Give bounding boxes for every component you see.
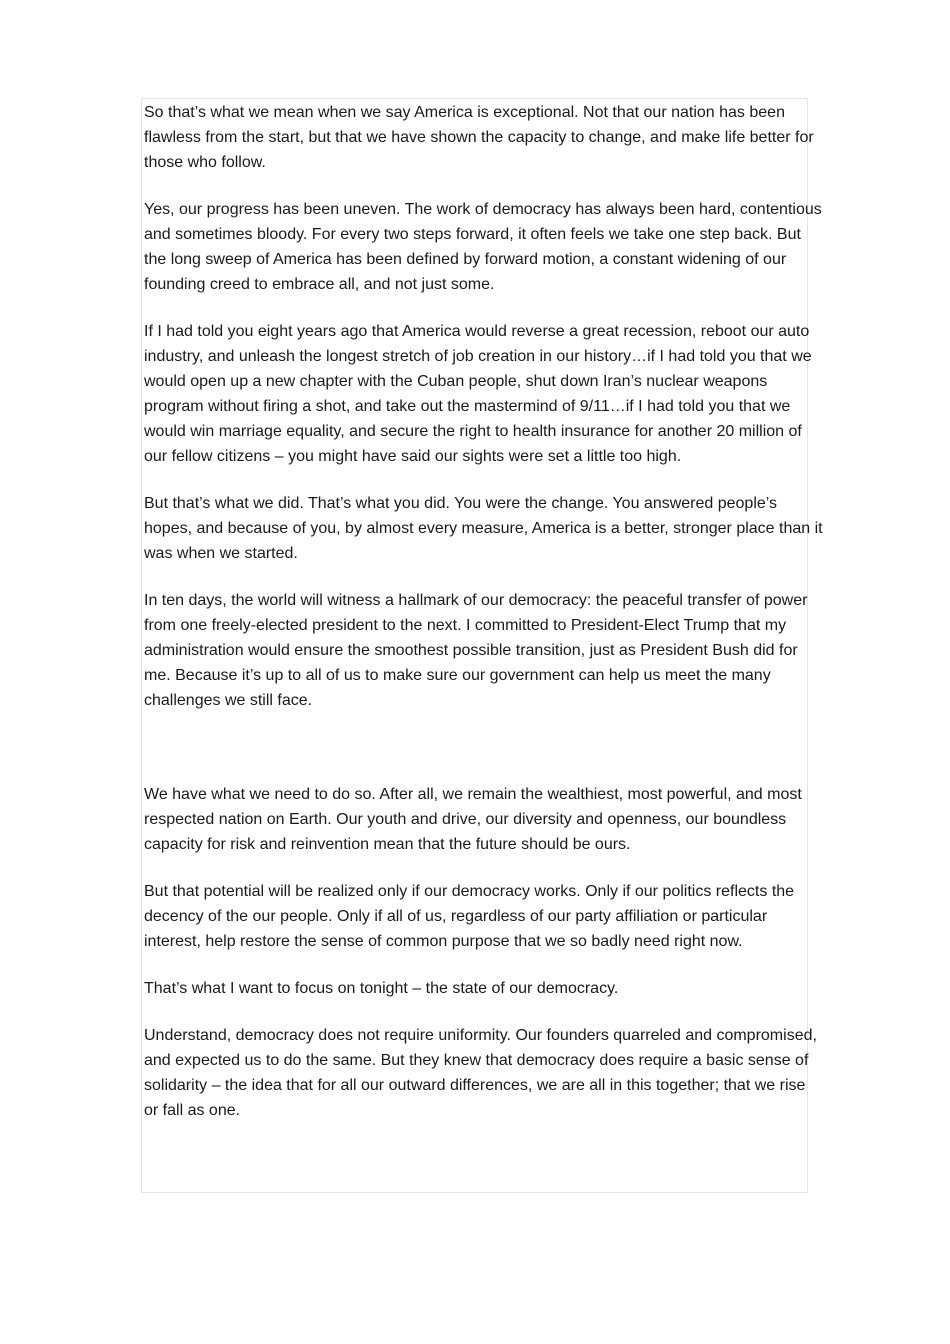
paragraph: Yes, our progress has been uneven. The work of democracy has always been hard, contentious and sometimes bloody. For every two steps forward, it often feels we take one step back. But the long sweep of America has been defined by forward motion, a constant widening of our founding creed to embrace all, and not just some. (144, 201, 822, 293)
paragraph: But that’s what we did. That’s what you did. You were the change. You answered people’s hopes, and because of you, by almost every measure, America is a better, stronger place than it was when we started. (144, 495, 823, 562)
paragraph: So that’s what we mean when we say America is exceptional. Not that our nation has been flawless from the start, but that we have shown the capacity to change, and make life better for those who follow. (144, 104, 814, 171)
paragraph: That’s what I want to focus on tonight – the state of our democracy. (144, 980, 619, 997)
paragraph: But that potential will be realized only if our democracy works. Only if our politics reflects the decency of the our people. Only if all of us, regardless of our party affiliation or particular interest, help restore the sense of common purpose that we so badly need right now. (144, 883, 795, 950)
paragraph: In ten days, the world will witness a hallmark of our democracy: the peaceful transfer of power from one freely-elected president to the next. I committed to President-Elect Trump that my administration would ensure the smoothest possible transition, just as President Bush did for me. Because it’s up to all of us to make sure our government can help us meet the many challenges we still face. (144, 592, 808, 709)
paragraph: If I had told you eight years ago that America would reverse a great recession, reboot our auto industry, and unleash the longest stretch of job creation in our history…if I had told you that we would open up a new chapter with the Cuban people, shut down Iran’s nuclear weapons program without firing a shot, and take out the mastermind of 9/11…if I had told you that we would win marriage equality, and secure the right to health insurance for another 20 million of our fellow citizens – you might have said our sights were set a little too high. (144, 323, 812, 465)
paragraph: We have what we need to do so. After all, we remain the wealthiest, most powerful, and most respected nation on Earth. Our youth and drive, our diversity and openness, our boundless capacity for risk and reinvention mean that the future should be ours. (144, 786, 802, 853)
document-body (144, 100, 824, 1145)
paragraph: Understand, democracy does not require uniformity. Our founders quarreled and compromised, and expected us to do the same. But they knew that democracy does require a basic sense of solidarity – the idea that for all our outward differences, we are all in this together; that we rise or fall as one. (144, 1027, 817, 1119)
